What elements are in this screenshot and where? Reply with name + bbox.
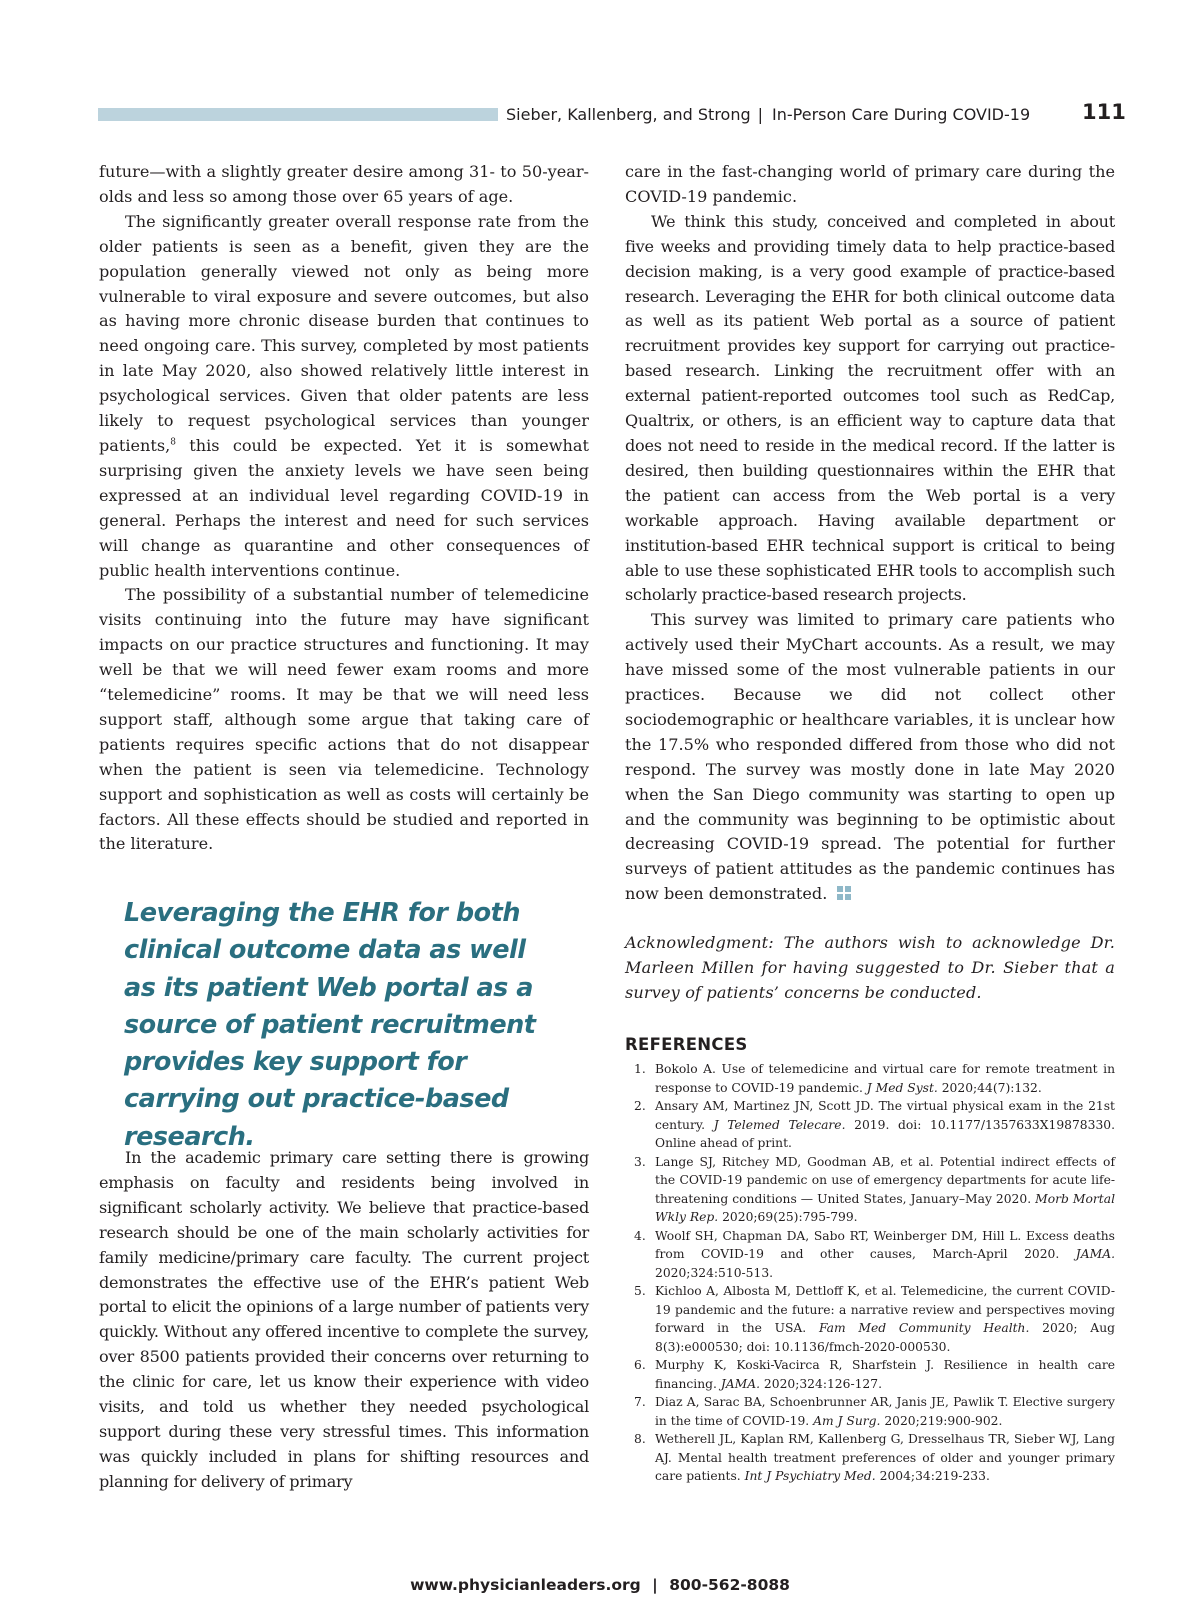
reference-text: Wetherell JL, Kaplan RM, Kallenberg G, Dresselhaus TR, Sieber WJ, Lang AJ. Mental health treatment preferences of older and younger primary care patients. bbox=[655, 1432, 1115, 1483]
reference-number: 7. bbox=[634, 1395, 646, 1409]
reference-journal: J Telemed Telecare. bbox=[713, 1117, 846, 1132]
reference-number: 4. bbox=[634, 1228, 646, 1243]
reference-details: 2004;34:219-233. bbox=[875, 1469, 990, 1483]
reference-text: Diaz A, Sarac BA, Schoenbrunner AR, Janis JE, Pawlik T. Elective surgery in the time of COVID-19. bbox=[655, 1395, 1115, 1428]
running-header bbox=[506, 102, 1059, 128]
left-paragraph-2 bbox=[99, 210, 589, 584]
reference-details: 2020; Aug 8(3):e000530; doi: 10.1136/fmch-2020-000530. bbox=[655, 1321, 1115, 1354]
page-footer bbox=[0, 1574, 1200, 1596]
right-column bbox=[625, 160, 1115, 907]
references-heading: REFERENCES bbox=[625, 1035, 748, 1054]
reference-journal: Fam Med Community Health. bbox=[818, 1321, 1030, 1335]
reference-item bbox=[625, 1282, 1115, 1356]
citation-superscript: 8 bbox=[170, 437, 176, 448]
header-title: In-Person Care During COVID-19 bbox=[772, 105, 1031, 124]
reference-journal: JAMA. bbox=[1075, 1247, 1115, 1261]
header-authors: Sieber, Kallenberg, and Strong bbox=[506, 105, 751, 124]
reference-text: Woolf SH, Chapman DA, Sabo RT, Weinberger DM, Hill L. Excess deaths from COVID-19 and other causes, March-April 2020. bbox=[655, 1228, 1115, 1261]
reference-journal: JAMA. bbox=[720, 1376, 761, 1391]
references-list bbox=[625, 1060, 1115, 1486]
left-column bbox=[99, 160, 589, 857]
left-paragraph-2-text-a: The significantly greater overall response rate from the older patients is seen as a benefit, given they are the population generally viewed not only as being more vulnerable to viral exposure and severe outcomes, but also as having more chronic disease burden that continues to need ongoing care. This survey, completed by most patients in late May 2020, also showed relatively little interest in psychological services. Given that older patents are less likely to request psychological services than younger patients, bbox=[99, 211, 589, 455]
reference-item bbox=[625, 1060, 1115, 1097]
reference-details: 2020;44(7):132. bbox=[937, 1080, 1042, 1095]
left-paragraph-3: The possibility of a substantial number of telemedicine visits continuing into the future may have significant impacts on our practice structures and functioning. It may well be that we will need fewer exam rooms and more “telemedicine” rooms. It may be that we will need less support staff, although some argue that taking care of patients requires specific actions that do not disappear when the patient is seen via telemedicine. Technology support and sophistication as well as costs will certainly be factors. All these effects should be studied and reported in the literature. bbox=[99, 585, 589, 854]
reference-text: Ansary AM, Martinez JN, Scott JD. The virtual physical exam in the 21st century. bbox=[655, 1099, 1115, 1132]
page-number: 111 bbox=[1082, 100, 1126, 124]
left-paragraph-4: In the academic primary care setting there is growing emphasis on faculty and residents being involved in significant scholarly activity. We believe that practice-based research should be one of the main scholarly activities for family medicine/primary care faculty. The current project demonstrates the effective use of the EHR’s patient Web portal to elicit the opinions of a large number of patients very quickly. Without any offered incentive to complete the survey, over 8500 patients provided their concerns over returning to the clinic for care, let us know their experience with video visits, and told us whether they needed psychological support during these very stressful times. This information was quickly included in plans for shifting resources and planning for delivery of primary bbox=[99, 1148, 589, 1491]
reference-number: 3. bbox=[634, 1154, 646, 1169]
acknowledgment: Acknowledgment: The authors wish to acknowledge Dr. Marleen Millen for having suggested to Dr. Sieber that a survey of patients’ concerns be conducted. bbox=[625, 933, 1115, 1002]
header-separator: | bbox=[757, 105, 764, 124]
reference-details: 2020;324:126-127. bbox=[760, 1376, 882, 1391]
left-paragraph-2-text-b: this could be expected. Yet it is somewhat surprising given the anxiety levels we have seen being expressed at an individual level regarding COVID-19 in general. Perhaps the interest and need for such services will change as quarantine and other consequences of public health interventions continue. bbox=[99, 435, 589, 580]
reference-text: Murphy K, Koski-Vacirca R, Sharfstein J. Resilience in health care financing. bbox=[655, 1358, 1115, 1391]
right-paragraph-3 bbox=[625, 608, 1115, 907]
left-column-lower bbox=[99, 1146, 589, 1495]
reference-details: 2020;219:900-902. bbox=[880, 1413, 1003, 1428]
reference-details: 2019. doi: 10.1177/1357633X19878330. Online ahead of print. bbox=[655, 1117, 1116, 1150]
footer-separator: | bbox=[652, 1576, 658, 1594]
reference-text: Kichloo A, Albosta M, Dettloff K, et al. Telemedicine, the current COVID-19 pandemic and the future: a narrative review and perspectives moving forward in the USA. bbox=[655, 1284, 1115, 1335]
reference-journal: Am J Surg. bbox=[813, 1413, 881, 1428]
right-paragraph-3-text: This survey was limited to primary care patients who actively used their MyChart accounts. As a result, we may have missed some of the most vulnerable patients in our practices. Because we did not collect other sociodemographic or healthcare variables, it is unclear how the 17.5% who responded differed from those who did not respond. The survey was mostly done in late May 2020 when the San Diego community was starting to open up and the community was beginning to be optimistic about decreasing COVID-19 spread. The potential for further surveys of patient attitudes as the pandemic continues has now been demonstrated. bbox=[625, 610, 1115, 904]
reference-details: 2020;69(25):795-799. bbox=[718, 1210, 858, 1224]
reference-item bbox=[625, 1393, 1115, 1430]
reference-number: 5. bbox=[634, 1284, 646, 1298]
header-bar bbox=[98, 108, 498, 121]
reference-item bbox=[625, 1356, 1115, 1393]
reference-number: 6. bbox=[634, 1358, 646, 1372]
reference-item bbox=[625, 1153, 1115, 1227]
reference-item bbox=[625, 1097, 1115, 1153]
reference-text: Lange SJ, Ritchey MD, Goodman AB, et al. Potential indirect effects of the COVID-19 pandemic on use of emergency departments for acute life-threatening conditions — United States, January–May 2020. bbox=[655, 1154, 1115, 1206]
reference-item bbox=[625, 1227, 1115, 1283]
pull-quote: Leveraging the EHR for both clinical outcome data as well as its patient Web portal as a source of patient recruitment provides key support for carrying out practice-based research. bbox=[124, 898, 536, 1152]
reference-journal: Int J Psychiatry Med. bbox=[744, 1469, 876, 1483]
reference-number: 2. bbox=[634, 1099, 646, 1113]
right-paragraph-2: We think this study, conceived and completed in about five weeks and providing timely data to help practice-based decision making, is a very good example of practice-based research. Leveraging the EHR for both clinical outcome data as well as its patient Web portal as a source of patient recruitment provides key support for carrying out practice-based research. Linking the recruitment offer with an external patient-reported outcomes tool such as RedCap, Qualtrix, or others, is an efficient way to capture data that does not need to reside in the medical record. If the latter is desired, then building questionnaires within the EHR that the patient can access from the Web portal is a very workable approach. Having available department or institution-based EHR technical support is critical to being able to use these sophisticated EHR tools to accomplish such scholarly practice-based research projects. bbox=[625, 211, 1115, 605]
article-end-icon bbox=[837, 886, 851, 900]
footer-website[interactable]: www.physicianleaders.org bbox=[410, 1576, 641, 1594]
right-paragraph-1: care in the fast-changing world of primary care during the COVID-19 pandemic. bbox=[625, 162, 1115, 206]
reference-journal: J Med Syst. bbox=[866, 1080, 938, 1095]
reference-journal: Morb Mortal Wkly Rep. bbox=[655, 1191, 1116, 1224]
reference-number: 8. bbox=[634, 1432, 646, 1446]
footer-phone: 800-562-8088 bbox=[669, 1576, 790, 1594]
left-paragraph-1: future—with a slightly greater desire among 31- to 50-year-olds and less so among those over 65 years of age. bbox=[99, 162, 589, 206]
reference-text: Bokolo A. Use of telemedicine and virtual care for remote treatment in response to COVID-19 pandemic. bbox=[655, 1062, 1115, 1095]
reference-number: 1. bbox=[634, 1062, 646, 1076]
reference-item bbox=[625, 1430, 1115, 1486]
reference-details: 2020;324:510-513. bbox=[655, 1265, 774, 1280]
